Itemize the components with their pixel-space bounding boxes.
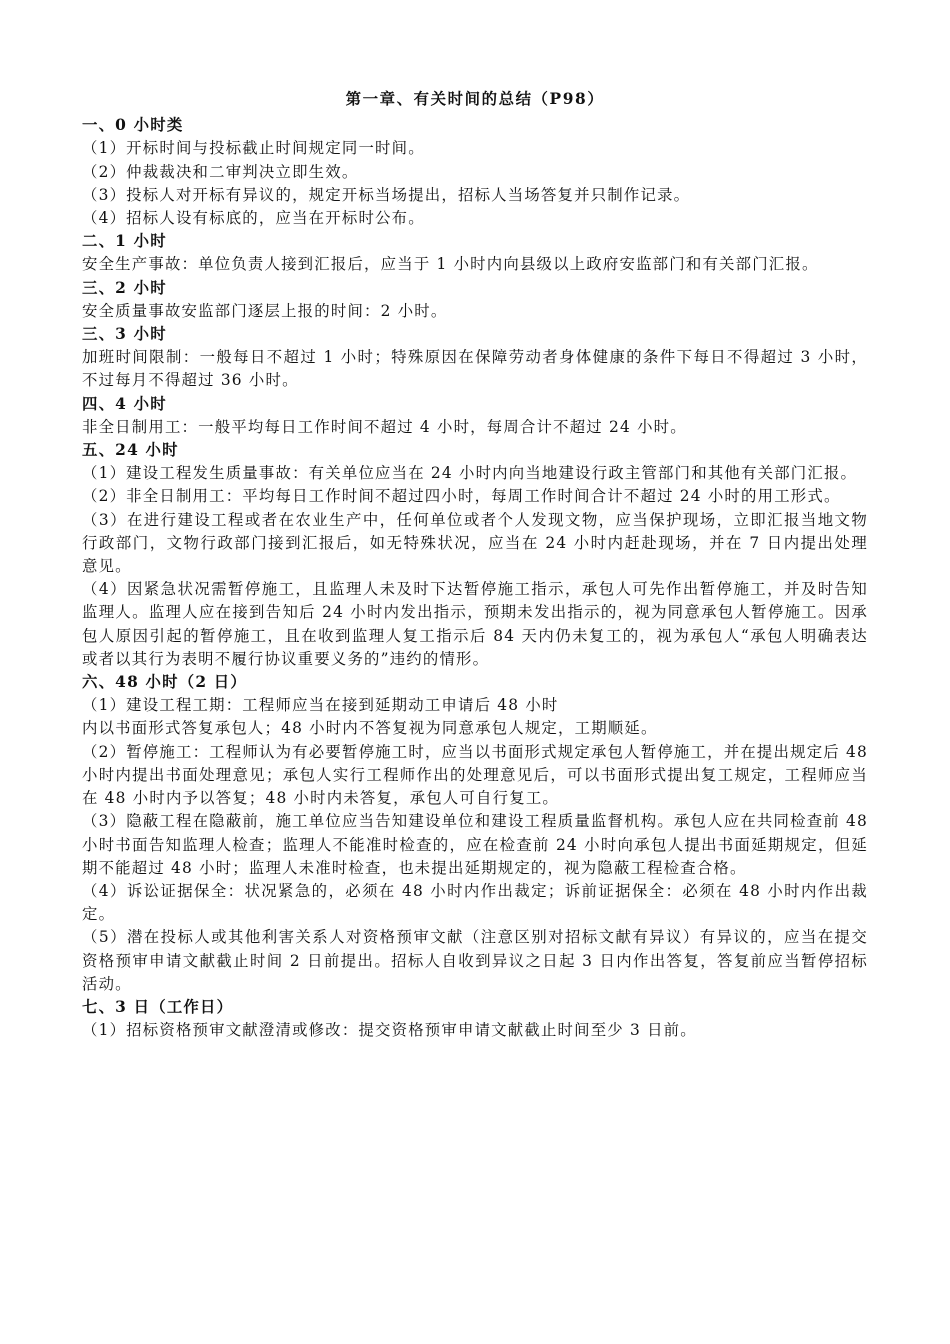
section-heading: 五、24 小时 <box>82 441 179 460</box>
section-paragraph: （2）仲裁裁决和二审判决立即生效。 <box>82 162 359 181</box>
section-paragraph: 安全生产事故：单位负责人接到汇报后，应当于 1 小时内向县级以上政府安监部门和有关部门汇报。 <box>82 255 819 274</box>
section-heading: 四、4 小时 <box>82 394 167 413</box>
section-paragraph: 非全日制用工：一般平均每日工作时间不超过 4 小时，每周合计不超过 24 小时。 <box>82 417 687 436</box>
section <box>82 393 868 439</box>
section-paragraph: 加班时间限制：一般每日不超过 1 小时；特殊原因在保障劳动者身体健康的条件下每日不得超过 3 小时，不过每月不得超过 36 小时。 <box>82 348 868 390</box>
sections-container <box>82 114 868 1042</box>
section-heading: 六、48 小时（2 日） <box>82 673 247 692</box>
section-heading: 一、0 小时类 <box>82 116 184 135</box>
section-paragraph: （4）因紧急状况需暂停施工，且监理人未及时下达暂停施工指示，承包人可先作出暂停施工，并及时告知监理人。监理人应在接到告知后 24 小时内发出指示，预期未发出指示的，视为同意承包人暂停施工。因承包人原因引起的暂停施工，且在收到监理人复工指示后 84 天内仍未复工的，视为承包人“承包人明确表达或者以其行为表明不履行协议重要义务的”违约的情形。 <box>82 580 868 668</box>
section <box>82 114 868 230</box>
section-paragraph: 内以书面形式答复承包人；48 小时内不答复视为同意承包人规定，工期顺延。 <box>82 719 658 738</box>
section <box>82 439 868 671</box>
section-paragraph: （1）建设工程发生质量事故：有关单位应当在 24 小时内向当地建设行政主管部门和其他有关部门汇报。 <box>82 464 858 483</box>
section <box>82 996 868 1042</box>
section-paragraph: （1）招标资格预审文献澄清或修改：提交资格预审申请文献截止时间至少 3 日前。 <box>82 1021 697 1040</box>
section-paragraph: （3）在进行建设工程或者在农业生产中，任何单位或者个人发现文物，应当保护现场，立即汇报当地文物行政部门，文物行政部门接到汇报后，如无特殊状况，应当在 24 小时内赶赴现场，并在 7 日内提出处理意见。 <box>82 510 868 576</box>
section-paragraph: （1）建设工程工期：工程师应当在接到延期动工申请后 48 小时 <box>82 696 559 715</box>
section <box>82 671 868 996</box>
section-paragraph: （2）暂停施工：工程师认为有必要暂停施工时，应当以书面形式规定承包人暂停施工，并在提出规定后 48 小时内提出书面处理意见；承包人实行工程师作出的处理意见后，可以书面形式提出复工规定，工程师应当在 48 小时内予以答复；48 小时内未答复，承包人可自行复工。 <box>82 742 868 808</box>
section <box>82 277 868 323</box>
section-heading: 三、3 小时 <box>82 325 167 344</box>
section <box>82 230 868 276</box>
section-heading: 二、1 小时 <box>82 232 167 251</box>
section-paragraph: 安全质量事故安监部门逐层上报的时间：2 小时。 <box>82 301 448 320</box>
document-title: 第一章、有关时间的总结（P98） <box>345 90 605 108</box>
document-page <box>82 88 868 1042</box>
section-heading: 七、3 日（工作日） <box>82 997 234 1016</box>
section-paragraph: （4）招标人设有标底的，应当在开标时公布。 <box>82 209 425 228</box>
section-paragraph: （3）投标人对开标有异议的，规定开标当场提出，招标人当场答复并只制作记录。 <box>82 185 691 204</box>
section-paragraph: （1）开标时间与投标截止时间规定同一时间。 <box>82 139 425 158</box>
section-paragraph: （5）潜在投标人或其他利害关系人对资格预审文献（注意区别对招标文献有异议）有异议的，应当在提交资格预审申请文献截止时间 2 日前提出。招标人自收到异议之日起 3 日内作出答复，答复前应当暂停招标活动。 <box>82 928 868 993</box>
section-paragraph: （3）隐蔽工程在隐蔽前，施工单位应当告知建设单位和建设工程质量监督机构。承包人应在共同检查前 48 小时书面告知监理人检查；监理人不能准时检查的，应在检查前 24 小时向承包人提出书面延期规定，但延期不能超过 48 小时；监理人未准时检查，也未提出延期规定的，视为隐蔽工程检查合格。 <box>82 812 868 877</box>
section-paragraph: （4）诉讼证据保全：状况紧急的，必须在 48 小时内作出裁定；诉前证据保全：必须在 48 小时内作出裁定。 <box>82 881 868 924</box>
section-paragraph: （2）非全日制用工：平均每日工作时间不超过四小时，每周工作时间合计不超过 24 小时的用工形式。 <box>82 487 841 506</box>
section <box>82 323 868 393</box>
section-heading: 三、2 小时 <box>82 278 167 297</box>
